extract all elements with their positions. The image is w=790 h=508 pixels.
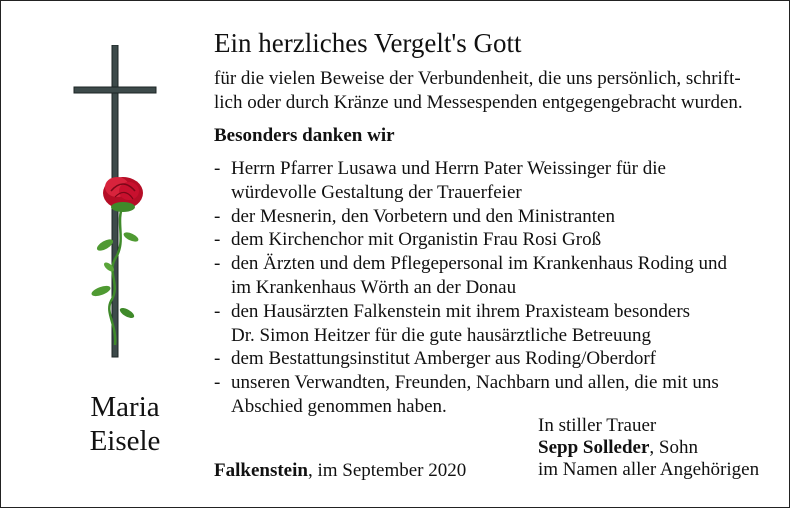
- intro-line: lich oder durch Kränze und Messespenden entgegengebracht wurden.: [214, 92, 743, 113]
- deceased-first-name: Maria: [90, 391, 160, 423]
- list-item-line: - Herrn Pfarrer Lusawa und Herrn Pater Weissinger für die: [231, 158, 666, 179]
- signer-relation: , Sohn: [649, 437, 698, 458]
- signoff-line: im Namen aller Angehörigen: [538, 459, 760, 480]
- intro-line: für die vielen Beweise der Verbundenheit, die uns persönlich, schrift-: [214, 68, 741, 89]
- thanks-heading: Besonders danken wir: [214, 125, 395, 146]
- list-item-line: - den Hausärzten Falkenstein mit ihrem Praxisteam besonders: [231, 300, 691, 322]
- signer-name: Sepp Solleder: [538, 437, 650, 458]
- headline: Ein herzliches Vergelt's Gott: [214, 28, 522, 58]
- list-item-line: Abschied genommen haben.: [231, 395, 447, 417]
- list-item-line: - unseren Verwandten, Freunden, Nachbarn und allen, die mit uns: [231, 372, 719, 394]
- list-item-line: Dr. Simon Heitzer für die gute hausärztliche Betreuung: [231, 324, 651, 346]
- list-item: [214, 252, 784, 300]
- place-date: [214, 459, 466, 483]
- list-item: [214, 347, 784, 371]
- list-item-line: würdevolle Gestaltung der Trauerfeier: [231, 181, 522, 203]
- list-item: [214, 205, 784, 229]
- list-item-line: - der Mesnerin, den Vorbetern und den Ministranten: [231, 205, 615, 227]
- list-item: [214, 371, 784, 419]
- list-item-line: - dem Kirchenchor mit Organistin Frau Rosi Groß: [231, 229, 602, 251]
- place-name: Falkenstein: [214, 460, 308, 481]
- date-text: , im September 2020: [307, 460, 467, 481]
- list-item: [214, 228, 784, 252]
- cross-icon: [71, 45, 161, 365]
- signer: [538, 437, 759, 459]
- thanks-list: [214, 157, 784, 419]
- list-item-line: im Krankenhaus Wörth an der Donau: [231, 276, 517, 298]
- signoff-line: In stiller Trauer: [538, 415, 657, 436]
- intro-paragraph: [214, 67, 774, 115]
- list-item: [214, 157, 784, 205]
- list-item-line: - den Ärzten und dem Pflegepersonal im Krankenhaus Roding und: [231, 253, 727, 275]
- list-item: [214, 300, 784, 348]
- list-item-line: - dem Bestattungsinstitut Amberger aus Roding/Oberdorf: [231, 348, 656, 370]
- signoff: [538, 415, 759, 481]
- deceased-last-name: Eisele: [89, 425, 161, 457]
